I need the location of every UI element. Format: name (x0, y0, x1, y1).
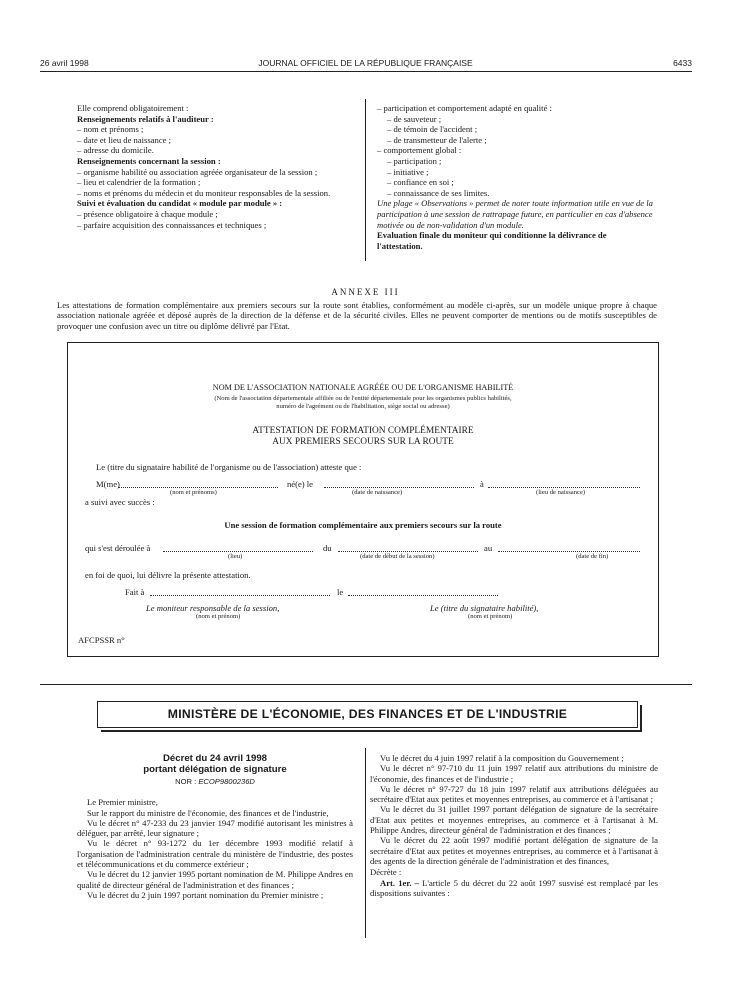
le-label: le (337, 587, 344, 597)
place-field[interactable] (163, 550, 313, 552)
journal-title: JOURNAL OFFICIEL DE LA RÉPUBLIQUE FRANÇAISE (258, 58, 473, 68)
session-title: Une session de formation complémentaire aux premiers secours sur la route (224, 520, 502, 530)
afcpssr-number: AFCPSSR n° (78, 635, 125, 645)
paragraph: – de témoin de l'accident ; (387, 124, 478, 135)
fait-date-field[interactable] (348, 594, 498, 596)
paragraph: – confiance en soi ; (387, 177, 454, 188)
paragraph: Le Premier ministre, (87, 797, 158, 808)
birthdate-field[interactable] (324, 486, 474, 488)
monitor-signature: Le moniteur responsable de la session, (146, 603, 280, 613)
paragraph: – participation ; (387, 155, 442, 166)
paragraph: Une plage « Observations » permet de noter toute information utile en vue de la participation à une session de rattrapage future, en particulier en cas d'absence motivée ou de non-validation d'un module. (377, 198, 653, 230)
org-note-2: numéro de l'agrément ou de l'habilitation, siège social ou adresse) (276, 403, 450, 410)
du-label: du (323, 543, 332, 553)
birthplace-field[interactable] (488, 486, 640, 488)
decree-divider (365, 748, 366, 938)
attestation-title-2: AUX PREMIERS SECOURS SUR LA ROUTE (272, 437, 454, 447)
nor-line (77, 777, 353, 787)
paragraph: Vu le décret du 4 juin 1997 relatif à la composition du Gouvernement ; (380, 753, 624, 763)
paragraph: Vu le décret n° 47-233 du 23 janvier 1947 modifié autorisant les ministres à déléguer, par arrêté, leur signature ; (77, 817, 353, 839)
end-date-field[interactable] (498, 550, 640, 552)
paragraph: Vu le décret du 12 janvier 1995 portant nomination de M. Philippe Andres en qualité de directeur général de l'administration et des finances ; (77, 869, 353, 890)
faith-line: en foi de quoi, lui délivre la présente attestation. (85, 570, 251, 580)
paragraph: Evaluation finale du moniteur qui conditionne la délivrance de l'attestation. (377, 230, 607, 251)
paragraph: Suivi et évaluation du candidat « module par module » : (77, 198, 283, 209)
signatory-sig-caption: (nom et prénom) (468, 613, 513, 620)
paragraph: – date et lieu de naissance ; (77, 134, 172, 145)
nee-label: né(e) le (287, 479, 313, 489)
paragraph: Vu le décret n° 93-1272 du 1er décembre 1993 modifié relatif à l'organisation de l'administration centrale du ministère de l'industrie, des postes et télécommunications et du commerce extérieur ; (77, 838, 353, 870)
paragraph: Sur le rapport du ministre de l'économie, des finances et de l'industrie, (87, 807, 329, 818)
paragraph: – parfaire acquisition des connaissances et techniques ; (77, 219, 267, 230)
au-label: au (484, 543, 493, 553)
held-label: qui s'est déroulée à (85, 543, 151, 553)
fait-place-field[interactable] (150, 594, 330, 596)
article-1-text: L'article 5 du décret du 22 août 1997 susvisé est remplacé par les dispositions suivantes : (370, 877, 658, 898)
paragraph: – organisme habilité ou association agréée organisateur de la session ; (77, 166, 318, 177)
start-date-field[interactable] (338, 550, 478, 552)
left-column (77, 103, 353, 230)
decree-title-2: portant délégation de signature (143, 764, 287, 775)
decree-right-paras (370, 753, 658, 866)
monitor-sig-caption: (nom et prénom) (196, 613, 241, 620)
decree-left-column (77, 753, 353, 900)
decrete: Décrète : (370, 867, 402, 878)
signatory-signature: Le (titre du signataire habilité), (430, 603, 539, 613)
nor-code: ECOP9800236D (198, 777, 255, 786)
name-field[interactable] (118, 486, 278, 488)
signatory-line: Le (titre du signataire habilité de l'organisme ou de l'association) atteste que : (96, 462, 362, 472)
paragraph: Vu le décret n° 97-710 du 11 juin 1997 relatif aux attributions du ministre de l'économie, des finances et de l'industrie ; (370, 763, 658, 784)
name-caption: (nom et prénoms) (170, 489, 217, 496)
paragraph: – participation et comportement adapté en qualité : (377, 103, 552, 113)
attestation-title-1: ATTESTATION DE FORMATION COMPLÉMENTAIRE (252, 426, 474, 436)
birthplace-caption: (lieu de naissance) (536, 489, 586, 496)
paragraph: – nom et prénoms ; (77, 124, 144, 135)
paragraph: Vu le décret n° 97-727 du 18 juin 1997 relatif aux attributions déléguées au secrétaire d'Etat aux petites et moyennes entreprises, au commerce et à l'artisanat ; (370, 783, 658, 805)
section-rule (40, 684, 692, 685)
mme-label: M(me) (96, 479, 120, 489)
paragraph: – de transmetteur de l'alerte ; (387, 134, 487, 145)
paragraph: – connaissance de ses limites. (387, 187, 490, 198)
place-caption: (lieu) (228, 553, 243, 560)
ministry-banner (97, 701, 638, 728)
nor-label: NOR : (175, 777, 197, 786)
annex-title: ANNEXE III (331, 287, 400, 297)
paragraph: – adresse du domicile. (77, 145, 154, 156)
paragraph: – initiative ; (387, 166, 429, 177)
page-number: 6433 (673, 58, 692, 68)
paragraph: – comportement global : (377, 145, 462, 156)
article-1 (370, 878, 658, 899)
right-column (377, 103, 653, 251)
paragraph: – présence obligatoire à chaque module ; (77, 208, 218, 219)
paragraph: Vu le décret du 22 août 1997 modifié portant délégation de signature de la secrétaire d'Etat aux petites et moyennes entreprises, au commerce et à l'artisanat à des agents de la direction générale de l'administration et des finances, (370, 835, 658, 866)
org-title: NOM DE L'ASSOCIATION NATIONALE AGRÉÉE OU DE L'ORGANISME HABILITÉ (212, 383, 514, 392)
end-caption: (date de fin) (576, 553, 609, 560)
header-date: 26 avril 1998 (40, 58, 89, 68)
paragraph: Vu le décret du 31 juillet 1997 portant délégation de signature de la secrétaire d'Etat aux petites et moyennes entreprises, au commerce et à l'artisanat à M. Philippe Andres, directeur général de l'administration et des finances ; (370, 804, 658, 836)
fait-label: Fait à (125, 587, 145, 597)
paragraph: Elle comprend obligatoirement : (77, 103, 189, 113)
paragraph: Renseignements concernant la session : (77, 155, 221, 166)
ministry-title: MINISTÈRE DE L'ÉCONOMIE, DES FINANCES ET DE L'INDUSTRIE (167, 707, 568, 721)
paragraph: – noms et prénoms du médecin et du moniteur responsables de la session. (77, 187, 331, 198)
attestation-form (67, 342, 659, 657)
header-rule (40, 71, 692, 72)
paragraph: Vu le décret du 2 juin 1997 portant nomination du Premier ministre ; (87, 889, 324, 900)
org-note-1: (Nom de l'association départementale affiliée ou de l'entité départementale pour les organismes publics habilités, (214, 395, 512, 402)
a-label: à (480, 479, 484, 489)
annex-text: Les attestations de formation complémentaire aux premiers secours sur la route sont établies, conformément au modèle ci-après, sur un modèle unique propre à chaque association nationale agréée et déposé auprès de la direction de la défense et de la sécurité civiles. Elles ne peuvent comporter de mentions ou de motifs susceptibles de provoquer une confusion avec un titre ou diplôme délivré par l'Etat. (57, 300, 657, 331)
paragraph: Renseignements relatifs à l'auditeur : (77, 113, 214, 124)
decree-left-paras (77, 797, 353, 900)
paragraph: – de sauveteur ; (387, 113, 442, 124)
column-divider (365, 99, 366, 261)
paragraph: – lieu et calendrier de la formation ; (77, 177, 201, 188)
article-1-label: Art. 1er. – (380, 877, 419, 888)
birthdate-caption: (date de naissance) (352, 489, 403, 496)
decree-title-1: Décret du 24 avril 1998 (163, 753, 267, 764)
decree-right-column (370, 753, 658, 898)
success-line: a suivi avec succès : (85, 497, 155, 507)
start-caption: (date de début de la session) (360, 553, 435, 560)
